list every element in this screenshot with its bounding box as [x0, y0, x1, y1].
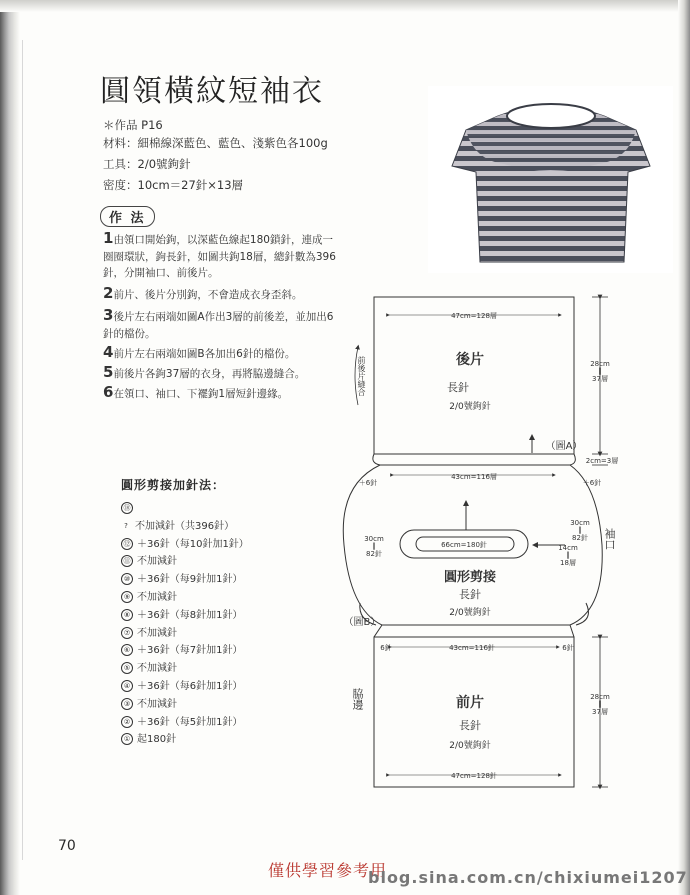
- front-panel: [374, 637, 574, 787]
- page-edge: [678, 0, 690, 895]
- row-marker: ?: [124, 521, 128, 530]
- list-item: [121, 553, 249, 571]
- yoke-top-width: 43cm=116層: [451, 473, 497, 481]
- gauge: 密度：10cm＝27針×13層: [103, 178, 244, 192]
- step-4: [103, 344, 343, 363]
- list-item: [121, 500, 249, 518]
- list-item: [121, 696, 249, 714]
- side-stitches: 82針: [366, 550, 382, 558]
- sleeve-stitches: 82針: [572, 534, 588, 542]
- fig-b-label: （圖B）: [343, 617, 381, 628]
- list-item: [121, 625, 249, 643]
- row-marker: ⑦: [121, 627, 133, 639]
- list-item: [121, 678, 249, 696]
- row-marker: ⑪: [121, 555, 133, 567]
- front-stitch: 長針: [459, 719, 481, 732]
- row-marker: ⑨: [121, 591, 133, 603]
- list-item: [121, 536, 249, 554]
- row-text: ＋36針（每9針加1針）: [137, 574, 243, 586]
- side-label: 脇邊: [351, 688, 364, 710]
- yoke-hook: 2/0號鉤針: [449, 608, 491, 618]
- front-title: 前片: [456, 695, 484, 711]
- fig-a-label: （圖A）: [545, 441, 583, 452]
- front-six-right: 6針: [562, 644, 574, 652]
- row-text: ＋36針（每8針加1針）: [137, 609, 243, 621]
- step-number: 1: [103, 229, 114, 247]
- row-text: 起180針: [137, 734, 177, 746]
- step-number: 3: [103, 306, 114, 324]
- neck-label: 66cm=180針: [441, 541, 487, 549]
- side-cm: 30cm: [364, 535, 384, 543]
- step-6: [103, 384, 343, 403]
- row-text: ＋36針（每6針加1針）: [137, 680, 243, 692]
- page-top-shadow: [0, 0, 690, 12]
- front-hook: 2/0號鉤針: [449, 741, 491, 751]
- seam-label: 前後片縫合: [357, 356, 366, 396]
- front-six-left: 6針: [380, 644, 392, 652]
- front-bottom-width: 47cm=128針: [451, 772, 497, 780]
- row-marker: ②: [121, 716, 133, 728]
- offset-label: 2cm=3層: [585, 457, 619, 465]
- row-marker: ⑫: [121, 538, 133, 550]
- back-width-label: 47cm=128層: [451, 312, 497, 320]
- row-text: 不加減針: [137, 698, 177, 710]
- row-marker: ⑩: [121, 573, 133, 585]
- step-number: 4: [103, 343, 114, 361]
- sleeve-eq: ‖: [578, 526, 582, 534]
- step-2: [103, 285, 343, 304]
- list-item: [121, 571, 249, 589]
- sleeve-w-eq: ‖: [566, 551, 570, 559]
- back-height-cm: 28cm: [590, 360, 610, 368]
- back-panel: [374, 297, 574, 454]
- front-height-eq: ‖: [598, 700, 602, 708]
- list-item: [121, 589, 249, 607]
- front-top-width: 43cm=116針: [449, 644, 495, 652]
- side-eq: ‖: [372, 542, 376, 550]
- list-item: [121, 607, 249, 625]
- row-text: 不加減針: [137, 663, 177, 675]
- increase-title: 圓形剪接加針法：: [121, 478, 226, 492]
- list-item: [121, 714, 249, 732]
- back-height-eq: ‖: [598, 367, 602, 375]
- method-label: 作 法: [100, 206, 155, 227]
- row-marker: ⑧: [121, 609, 133, 621]
- step-number: 6: [103, 383, 114, 401]
- row-marker: ④: [121, 680, 133, 692]
- sleeve-rows: 18層: [560, 559, 576, 567]
- step-text: 在領口、袖口、下襬鉤1層短針邊緣。: [113, 388, 289, 400]
- plus-left: ＋6針: [358, 479, 378, 487]
- row-marker: ⑥: [121, 644, 133, 656]
- list-item: [121, 731, 249, 749]
- row-text: 不加減針: [137, 627, 177, 639]
- step-1: [103, 230, 343, 282]
- sleeve-cm: 30cm: [570, 519, 590, 527]
- list-item: [121, 660, 249, 678]
- step-text: 前片、後片分別鉤，不會造成衣身歪斜。: [113, 289, 303, 301]
- yoke-stitch: 長針: [459, 588, 481, 601]
- row-text: 不加減針（共396針）: [135, 520, 235, 532]
- step-number: 5: [103, 363, 114, 381]
- yoke-title: 圓形剪接: [443, 570, 497, 585]
- sleeve-w: 14cm: [558, 544, 578, 552]
- garment-photo: [428, 86, 673, 273]
- row-marker: ③: [121, 698, 133, 710]
- step-3: [103, 307, 343, 342]
- sleeve-label: 袖口: [603, 528, 616, 550]
- row-text: 不加減針: [137, 556, 177, 568]
- back-height-rows: 37層: [592, 375, 608, 383]
- front-height-rows: 37層: [592, 708, 608, 716]
- step-text: 後片左右兩端如圖A作出3層的前後差，並加出6針的檔份。: [103, 311, 334, 340]
- pattern-title: 圓領橫紋短袖衣: [100, 74, 324, 109]
- list-item: [121, 518, 249, 536]
- row-marker: ⑱: [121, 502, 133, 514]
- increase-rows: [121, 500, 249, 749]
- step-text: 前片左右兩端如圖B各加出6針的檔份。: [113, 348, 296, 360]
- front-height-cm: 28cm: [590, 693, 610, 701]
- plus-right: ＋6針: [582, 479, 602, 487]
- list-item: [121, 642, 249, 660]
- back-title: 後片: [456, 352, 484, 368]
- striped-top-illustration: [428, 86, 673, 273]
- step-number: 2: [103, 284, 114, 302]
- page-number: 70: [58, 838, 76, 854]
- watermark: 僅供學習參考用: [268, 861, 388, 880]
- row-text: ＋36針（每5針加1針）: [137, 716, 243, 728]
- step-5: [103, 364, 343, 383]
- materials: 材料：細棉線深藍色、藍色、淺紫色各100g: [103, 136, 328, 150]
- schematic-diagram: [330, 285, 630, 795]
- blog-watermark: blog.sina.com.cn/chixiumei1207: [368, 868, 688, 887]
- step-text: 由領口開始鉤，以深藍色線起180鎖針，連成一圈圈環狀，鉤長針，如圖共鉤18層，總針數為396針，分開袖口、前後片。: [103, 234, 336, 279]
- item-ref: ＊作品 P16: [103, 118, 163, 132]
- row-text: ＋36針（每7針加1針）: [137, 645, 243, 657]
- row-text: 不加減針: [137, 591, 177, 603]
- step-text: 前後片各鉤37層的衣身，再將脇邊縫合。: [113, 368, 306, 380]
- binding-line: [22, 40, 23, 860]
- row-marker: ①: [121, 733, 133, 745]
- tools: 工具：2/0號鉤針: [103, 157, 191, 171]
- row-marker: ⑤: [121, 662, 133, 674]
- book-binding: [0, 0, 20, 895]
- back-hook: 2/0號鉤針: [449, 402, 491, 412]
- row-text: ＋36針（每10針加1針）: [137, 538, 249, 550]
- back-offset: [373, 454, 575, 465]
- back-stitch: 長針: [447, 381, 469, 394]
